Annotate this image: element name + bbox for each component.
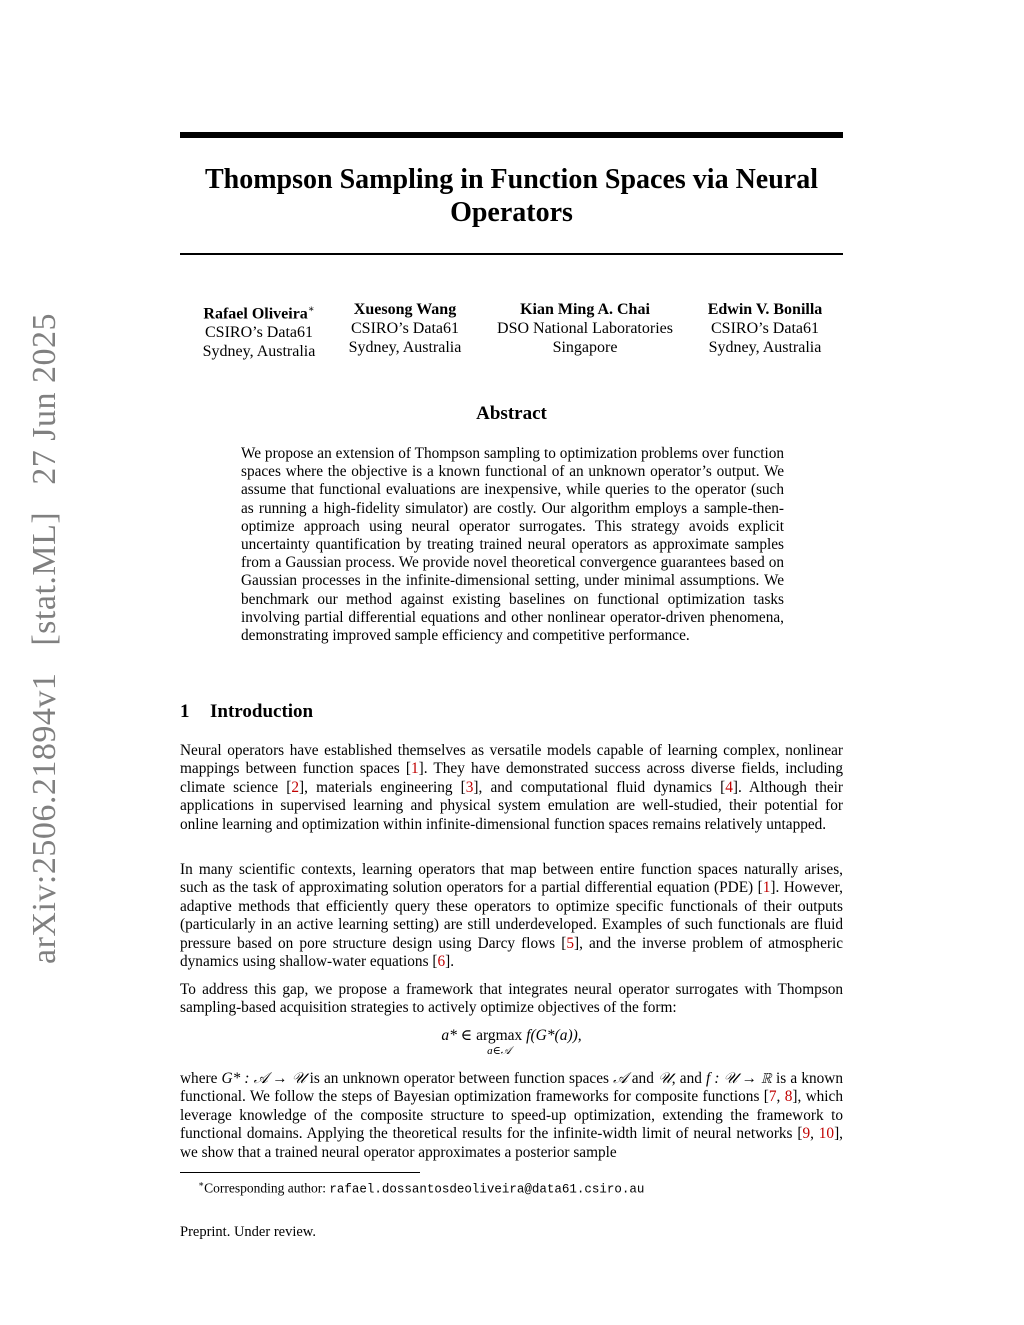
text-run: , [776, 1088, 785, 1106]
display-equation [180, 1026, 843, 1057]
preprint-note: Preprint. Under review. [180, 1224, 316, 1240]
inline-math: G* : 𝒜 → 𝒰 [221, 1070, 306, 1087]
author-block [180, 300, 843, 360]
paper-title [180, 163, 843, 229]
footnote-mark: ∗ [307, 304, 315, 315]
arxiv-id: arXiv:2506.21894v1 [26, 672, 63, 964]
abstract-heading: Abstract [476, 403, 547, 424]
text-run: ]. Although their applications in supervised learning and physical system emulation are well-studied, their potential for online learning and optimization within infinite-dimensional function spaces remains relatively untapped. [180, 778, 844, 833]
abstract-text: We propose an extension of Thompson sampling to optimization problems over function spaces where the objective is a known functional of an unknown operator’s output. We assume that functional evaluations are inexpensive, while queries to the operator (such as running a high-fidelity simulator) are costly. Our algorithm employs a sample-then-optimize approach using neural operator surrogates. This strategy avoids explicit uncertainty quantification by treating trained neural operators as approximate samples from a Gaussian process. We provide novel theoretical convergence guarantees based on Gaussian processes in the infinite-dimensional setting, under minimal assumptions. We benchmark our method against existing baselines on functional optimization tasks involving partial differential equations and other nonlinear operator-driven phenomena, demonstrating improved sample efficiency and competitive performance. [241, 445, 784, 645]
citation-link[interactable]: 8 [784, 1088, 793, 1106]
text-run: ], and the inverse problem of atmospheric dynamics using shallow-water equations [ [180, 934, 843, 971]
author-2 [346, 300, 464, 357]
citation-link[interactable]: 9 [802, 1125, 811, 1143]
author-name: Rafael Oliveira [203, 305, 308, 323]
author-location: Singapore [552, 339, 618, 356]
text-run: ]. However, adaptive methods that efficiently query these operators to optimize specific functionals of their outputs (particularly in an active learning setting) are still underdeveloped. Examples of such functionals are fluid pressure based on pore structure design using Darcy flows [ [180, 879, 843, 952]
author-affiliation: CSIRO’s Data61 [711, 320, 819, 337]
citation-link[interactable]: 2 [291, 778, 300, 796]
intro-paragraph-3: To address this gap, we propose a framework that integrates neural operator surrogates with Thompson sampling-based acquisition strategies to actively optimize objectives of the form: [180, 981, 843, 1017]
text-run: is a known functional. We follow the steps of Bayesian optimization frameworks for composite functions [ [180, 1070, 844, 1106]
citation-link[interactable]: 6 [437, 953, 446, 971]
author-name: Edwin V. Bonilla [707, 301, 823, 318]
footnote [198, 1176, 644, 1198]
author-location: Sydney, Australia [348, 339, 462, 356]
title-line-2: Operators [450, 197, 573, 228]
intro-paragraph-2 [180, 861, 843, 971]
inline-math: 𝒜 [613, 1070, 628, 1087]
author-location: Sydney, Australia [708, 339, 822, 356]
author-affiliation: CSIRO’s Data61 [205, 324, 313, 342]
text-run: and [627, 1070, 659, 1087]
author-affiliation: CSIRO’s Data61 [351, 320, 459, 337]
text-run: Neural operators have established themselves as versatile models capable of learning complex, nonlinear mappings between function spaces [ [180, 742, 843, 778]
argmax-operator [476, 1027, 523, 1057]
section-number: 1 [180, 701, 190, 722]
footnote-rule [180, 1172, 420, 1173]
inline-math: f : 𝒰 → ℝ [706, 1070, 772, 1087]
inline-math: 𝒰 [658, 1070, 672, 1087]
arxiv-sidebar [22, 313, 68, 964]
arxiv-category: [stat.ML] [26, 511, 63, 646]
text-run: ]. They have demonstrated success across diverse fields, including climate science [ [180, 760, 843, 796]
author-name: Kian Ming A. Chai [520, 301, 650, 318]
footnote-mark: ∗ [198, 1179, 205, 1189]
equation-lhs: a* ∈ [441, 1027, 477, 1044]
author-4 [705, 300, 825, 357]
title-bottom-rule [180, 253, 843, 255]
text-run: where [180, 1070, 222, 1087]
author-1 [200, 300, 318, 361]
footnote-email[interactable]: rafael.dossantosdeoliveira@data61.csiro.au [329, 1182, 645, 1197]
citation-link[interactable]: 10 [818, 1125, 835, 1143]
text-run: ], and computational fluid dynamics [ [473, 778, 726, 796]
author-affiliation: DSO National Laboratories [497, 320, 673, 337]
argmax-subscript: a∈𝒜 [487, 1045, 512, 1057]
title-top-rule [180, 132, 843, 138]
footnote-label: Corresponding author: [204, 1180, 330, 1196]
text-run: ], we show that a trained neural operator approximates a posterior sample [180, 1125, 843, 1161]
text-run: ], which leverage knowledge of the composite structure to speed-up optimization, extending the framework to functional domains. Applying the theoretical results for the infinite-width limit of neural networks [ [180, 1088, 843, 1143]
text-run: , [810, 1125, 819, 1143]
citation-link[interactable]: 1 [411, 760, 419, 778]
text-run: In many scientific contexts, learning operators that map between entire function spaces naturally arises, such as the task of approximating solution operators for a partial differential equation (PDE) [ [180, 861, 843, 897]
text-run: , and [671, 1070, 707, 1087]
text-run: is an unknown operator between function spaces [305, 1070, 614, 1087]
arxiv-date: 27 Jun 2025 [26, 313, 63, 485]
author-name: Xuesong Wang [353, 301, 457, 318]
text-run: ], materials engineering [ [299, 778, 466, 796]
citation-link[interactable]: 5 [566, 934, 574, 952]
author-3 [489, 300, 681, 357]
text-run: ]. [445, 953, 455, 971]
argmax-text: argmax [476, 1027, 523, 1044]
citation-link[interactable]: 7 [768, 1088, 777, 1106]
section-title: Introduction [210, 701, 314, 722]
title-line-1: Thompson Sampling in Function Spaces via Neural [204, 164, 819, 195]
citation-link[interactable]: 3 [465, 778, 474, 796]
intro-paragraph-4 [180, 1070, 843, 1162]
citation-link[interactable]: 1 [762, 879, 771, 897]
equation-rhs: f(G*(a)), [522, 1027, 582, 1044]
citation-link[interactable]: 4 [725, 778, 733, 796]
author-location: Sydney, Australia [202, 343, 316, 361]
section-heading-introduction [180, 701, 313, 723]
intro-paragraph-1 [180, 742, 843, 834]
